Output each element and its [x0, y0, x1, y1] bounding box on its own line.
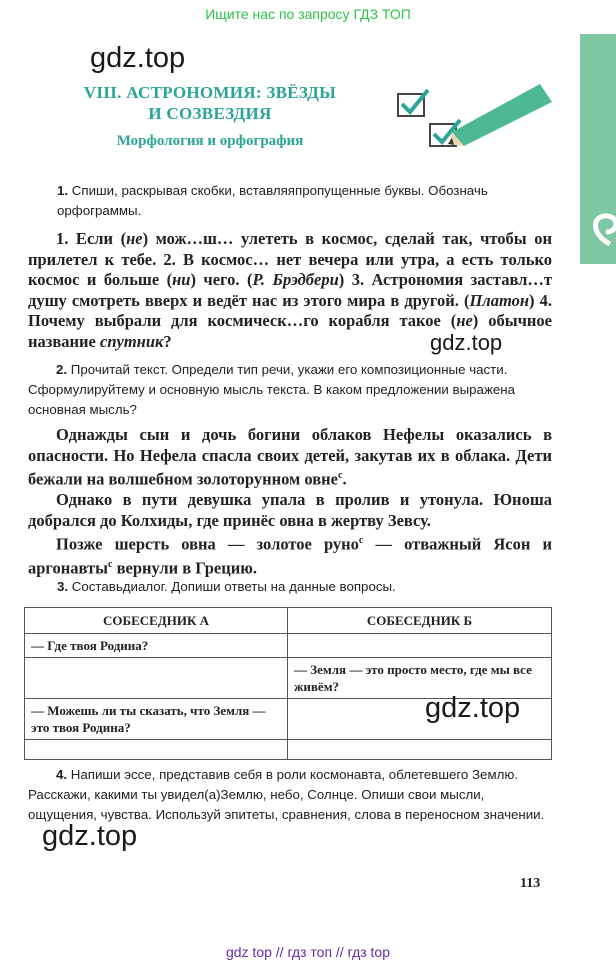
cell-b2: — Земля — это просто место, где мы все живём? [288, 658, 552, 699]
p1-end: . [342, 469, 347, 489]
task1-text: Спиши, раскрывая скобки, вставляяпропущенные буквы. Обозначь орфограммы. [57, 183, 488, 218]
sup-mark: с [108, 559, 113, 570]
p3-text: — отважный Ясон и аргонавты [28, 534, 552, 578]
t1-italic: Р. Брэдбери [252, 270, 339, 289]
cell-a4[interactable] [25, 740, 288, 760]
watermark-1: gdz.top [90, 42, 186, 74]
story-paragraph-1 [28, 425, 552, 490]
watermark-2: gdz.top [430, 330, 503, 355]
chapter-title [60, 82, 360, 124]
task3-text: Составьдиалог. Допиши ответы на данные вопросы. [68, 579, 396, 594]
task2-text: Прочитай текст. Определи тип речи, укажи его композиционные части. Сформулируйтему и основную мысль текста. В каком предложении выражена основная мысль? [28, 362, 515, 417]
cell-b4[interactable] [288, 740, 552, 760]
t1-part: ) 4. Почему выбрали для космическ…го корабля такое ( [28, 290, 552, 330]
watermark-3: gdz.top [425, 692, 521, 724]
dialog-table [24, 607, 552, 760]
task4-instruction [28, 765, 552, 825]
task2-story [28, 425, 552, 579]
t1-part: ) 3. Астрономия заставл…т душу смотреть вверх и ведёт нас из этого мира в другой. ( [28, 270, 552, 310]
top-banner: Ищите нас по запросу ГДЗ ТОП [205, 6, 411, 22]
chapter-title-line1: VIII. АСТРОНОМИЯ: ЗВЁЗДЫ [83, 83, 337, 102]
t1-part: ) обычное название [28, 311, 552, 351]
watermark-4: gdz.top [42, 820, 138, 852]
cell-a1: — Где твоя Родина? [25, 634, 288, 658]
task3-number: 3. [57, 579, 69, 594]
p1-text: Однажды сын и дочь богини облаков Нефелы оказались в опасности. Но Нефела спасла своих детей, закутав их в облака. Дети бежали на волшебном золоторунном овне [28, 425, 552, 489]
sup-mark: с [358, 535, 364, 546]
task2-number: 2. [56, 362, 68, 377]
p3-text: вернули в Грецию. [112, 558, 257, 578]
story-paragraph-3 [28, 531, 552, 579]
p3-text: Позже шерсть овна — золотое руно [56, 534, 359, 554]
sup-mark: с [337, 470, 343, 481]
task4-text: Напиши эссе, представив себя в роли космонавта, облетевшего Землю. Расскажи, какими ты увидел(а)Землю, небо, Солнце. Опиши свои мысли, ощущения, чувства. Используй эпитеты, сравнения, слова в переносном значении. [28, 767, 545, 822]
spiral-icon [580, 34, 616, 264]
table-row [25, 740, 552, 760]
header-speaker-b: СОБЕСЕДНИК Б [288, 608, 552, 634]
section-tab [580, 34, 616, 264]
table-header-row [25, 608, 552, 634]
cell-b1[interactable] [288, 634, 552, 658]
task3-instruction [57, 577, 552, 597]
footer-links: gdz top // гдз топ // гдз top [225, 944, 391, 960]
t1-italic: спутник [100, 331, 164, 351]
header-speaker-a: СОБЕСЕДНИК А [25, 608, 288, 634]
task1-number: 1. [57, 183, 69, 198]
t1-italic: не [126, 229, 143, 248]
task4-number: 4. [56, 767, 68, 782]
task2-instruction [28, 360, 552, 420]
t1-part: 1. Если ( [56, 229, 127, 248]
table-row [25, 634, 552, 658]
page-number: 113 [520, 876, 541, 891]
t1-italic: не [456, 311, 473, 330]
chapter-title-line2: И СОЗВЕЗДИЯ [148, 104, 272, 123]
chapter-subtitle: Морфология и орфография [116, 133, 304, 149]
cell-a3: — Можешь ли ты сказать, что Земля — это твоя Родина? [25, 699, 288, 740]
checklist-pencil-icon [390, 80, 555, 165]
cell-a2[interactable] [25, 658, 288, 699]
t1-italic: Платон [469, 290, 530, 310]
t1-italic: ни [172, 270, 191, 289]
task1-instruction [57, 181, 552, 221]
story-paragraph-2: Однако в пути девушка упала в пролив и утонула. Юноша добрался до Колхиды, где принёс овна в жертву Зевсу. [28, 490, 552, 530]
t1-part: ) чего. ( [190, 270, 253, 289]
t1-part: ) мож…ш… улететь в космос, сделай так, чтобы он прилетел к тебе. 2. В космос… нет вечера или утра, а есть только космос и больше ( [28, 229, 553, 289]
t1-part: ? [163, 331, 172, 351]
